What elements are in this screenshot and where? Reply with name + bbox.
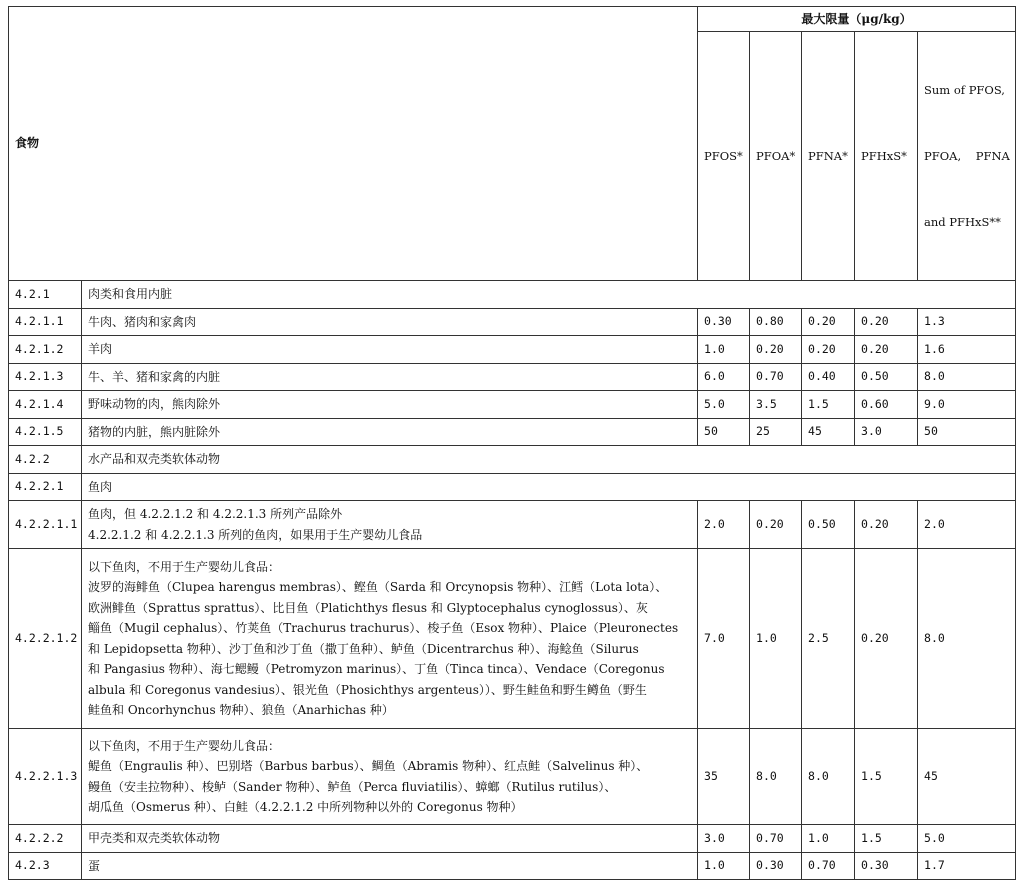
limit-value: 50 (698, 418, 750, 446)
limit-value: 1.6 (918, 336, 1016, 364)
limits-table (8, 6, 1016, 880)
table-row (9, 308, 1016, 336)
limit-value: 0.60 (855, 391, 918, 419)
sum-header-line: and PFHxS** (924, 215, 1001, 229)
row-description (82, 363, 698, 391)
limit-value: 1.7 (918, 852, 1016, 880)
description-line: 胡瓜鱼（Osmerus 种）、白鲑（4.2.2.1.2 中所列物种以外的 Coregonus 物种） (88, 800, 523, 814)
row-code: 4.2.1.2 (9, 336, 82, 364)
limit-value: 3.0 (855, 418, 918, 446)
row-code: 4.2.1.5 (9, 418, 82, 446)
col-header-sum (918, 32, 1016, 281)
limit-value: 0.20 (855, 501, 918, 549)
row-code: 4.2.2.1.2 (9, 549, 82, 729)
limit-value: 8.0 (750, 729, 802, 825)
food-header: 食物 (9, 7, 698, 281)
limit-value: 25 (750, 418, 802, 446)
limit-value: 45 (802, 418, 855, 446)
col-header-pfhxs: PFHxS* (855, 32, 918, 281)
sum-header-line: PFOA, PFNA (924, 149, 1010, 163)
row-description (82, 549, 698, 729)
description-line: 和 Lepidopsetta 物种）、沙丁鱼和沙丁鱼（撒丁鱼种）、鲈鱼（Dicentrarchus 种）、海鲶鱼（Silurus (88, 641, 639, 656)
description-line: 欧洲鲱鱼（Sprattus sprattus）、比目鱼（Platichthys flesus 和 Glyptocephalus cynoglossus）、灰 (88, 600, 648, 615)
description-line: albula 和 Coregonus vandesius）、银光鱼（Phosichthys argenteus））、野生鲑鱼和野生鳟鱼（野生 (88, 682, 647, 697)
limit-value: 0.70 (750, 363, 802, 391)
description-line: 以下鱼肉，不用于生产婴幼儿食品： (88, 738, 281, 753)
row-code: 4.2.1.4 (9, 391, 82, 419)
limit-value: 1.3 (918, 308, 1016, 336)
table-row (9, 391, 1016, 419)
limit-value: 5.0 (698, 391, 750, 419)
limit-value: 0.80 (750, 308, 802, 336)
row-description (82, 308, 698, 336)
limit-value: 0.70 (750, 825, 802, 853)
limit-value: 1.5 (855, 729, 918, 825)
row-description (82, 501, 698, 549)
limit-value: 0.50 (855, 363, 918, 391)
sum-header-line: Sum of PFOS, (924, 83, 1005, 97)
limit-value: 2.5 (802, 549, 855, 729)
description-line: 羊肉 (88, 342, 113, 356)
col-header-pfoa: PFOA* (750, 32, 802, 281)
table-row (9, 501, 1016, 549)
description-line: 甲壳类和双壳类软体动物 (88, 831, 221, 845)
table-row (9, 363, 1016, 391)
description-line: 牛肉、猪肉和家禽肉 (88, 314, 197, 329)
table-row (9, 281, 1016, 309)
limit-value: 0.20 (855, 549, 918, 729)
limit-value: 0.40 (802, 363, 855, 391)
table-body (9, 281, 1016, 880)
description-line: 波罗的海鲱鱼（Clupea harengus membras）、鲣鱼（Sarda 和 Orcynopsis 物种）、江鳕（Lota lota）、 (88, 580, 668, 594)
limit-value: 0.20 (802, 336, 855, 364)
col-header-pfos: PFOS* (698, 32, 750, 281)
row-code: 4.2.1 (9, 281, 82, 309)
row-description (82, 473, 1016, 501)
row-description (82, 281, 1016, 309)
limit-value: 50 (918, 418, 1016, 446)
description-line: 牛、羊、猪和家禽的内脏 (88, 369, 221, 384)
limit-value: 7.0 (698, 549, 750, 729)
limit-value: 1.0 (698, 852, 750, 880)
limit-value: 2.0 (698, 501, 750, 549)
table-row (9, 473, 1016, 501)
max-limit-header: 最大限量（μg/kg） (698, 7, 1016, 32)
limit-value: 0.20 (855, 336, 918, 364)
limit-value: 2.0 (918, 501, 1016, 549)
table-row (9, 729, 1016, 825)
limit-value: 8.0 (918, 363, 1016, 391)
description-line: 蛋 (88, 858, 101, 873)
limit-value: 1.5 (802, 391, 855, 419)
limit-value: 0.70 (802, 852, 855, 880)
limit-value: 0.50 (802, 501, 855, 549)
description-line: 水产品和双壳类软体动物 (88, 452, 221, 466)
limit-value: 1.5 (855, 825, 918, 853)
row-description (82, 729, 698, 825)
header-row-1 (9, 7, 1016, 32)
limit-value: 5.0 (918, 825, 1016, 853)
limit-value: 0.30 (855, 852, 918, 880)
row-code: 4.2.3 (9, 852, 82, 880)
row-description (82, 418, 698, 446)
description-line: 4.2.2.1.2 和 4.2.2.1.3 所列的鱼肉，如果用于生产婴幼儿食品 (88, 527, 423, 542)
table-row (9, 852, 1016, 880)
limit-value: 1.0 (802, 825, 855, 853)
limit-value: 9.0 (918, 391, 1016, 419)
row-code: 4.2.2 (9, 446, 82, 474)
description-line: 野味动物的肉，熊肉除外 (88, 397, 221, 411)
description-line: 猪物的内脏，熊内脏除外 (88, 424, 221, 439)
row-code: 4.2.2.2 (9, 825, 82, 853)
limit-value: 35 (698, 729, 750, 825)
description-line: 鳗鱼（安圭拉物种）、梭鲈（Sander 物种）、鲈鱼（Perca fluviatilis）、蟑螂（Rutilus rutilus）、 (88, 779, 617, 794)
table-row (9, 825, 1016, 853)
row-code: 4.2.2.1.3 (9, 729, 82, 825)
limit-value: 0.20 (750, 501, 802, 549)
table-row (9, 336, 1016, 364)
description-line: 和 Pangasius 物种）、海七鳃鳗（Petromyzon marinus）、丁鱼（Tinca tinca）、Vendace（Coregonus (88, 662, 665, 676)
row-code: 4.2.2.1.1 (9, 501, 82, 549)
row-description (82, 336, 698, 364)
limit-value: 3.0 (698, 825, 750, 853)
row-description (82, 852, 698, 880)
row-description (82, 391, 698, 419)
limit-value: 0.20 (750, 336, 802, 364)
limit-value: 1.0 (698, 336, 750, 364)
table-row (9, 446, 1016, 474)
row-code: 4.2.1.3 (9, 363, 82, 391)
limit-value: 6.0 (698, 363, 750, 391)
limit-value: 45 (918, 729, 1016, 825)
col-header-pfna: PFNA* (802, 32, 855, 281)
row-code: 4.2.2.1 (9, 473, 82, 501)
description-line: 鲑鱼和 Oncorhynchus 物种）、狼鱼（Anarhichas 种） (88, 703, 394, 717)
table-row (9, 549, 1016, 729)
limit-value: 3.5 (750, 391, 802, 419)
description-line: 鱼肉，但 4.2.2.1.2 和 4.2.2.1.3 所列产品除外 (88, 507, 343, 521)
limit-value: 0.20 (802, 308, 855, 336)
description-line: 鳀鱼（Engraulis 种）、巴别塔（Barbus barbus）、鲷鱼（Abramis 物种）、红点鲑（Salvelinus 种）、 (88, 759, 649, 773)
limit-value: 0.30 (750, 852, 802, 880)
limit-value: 0.20 (855, 308, 918, 336)
table-row (9, 418, 1016, 446)
description-line: 肉类和食用内脏 (88, 287, 173, 301)
limit-value: 0.30 (698, 308, 750, 336)
description-line: 以下鱼肉，不用于生产婴幼儿食品： (88, 559, 281, 574)
row-code: 4.2.1.1 (9, 308, 82, 336)
limit-value: 8.0 (918, 549, 1016, 729)
limit-value: 8.0 (802, 729, 855, 825)
description-line: 鱼肉 (88, 479, 113, 494)
description-line: 鲻鱼（Mugil cephalus）、竹荚鱼（Trachurus trachurus）、梭子鱼（Esox 物种）、Plaice（Pleuronectes (88, 621, 679, 635)
row-description (82, 446, 1016, 474)
limit-value: 1.0 (750, 549, 802, 729)
row-description (82, 825, 698, 853)
